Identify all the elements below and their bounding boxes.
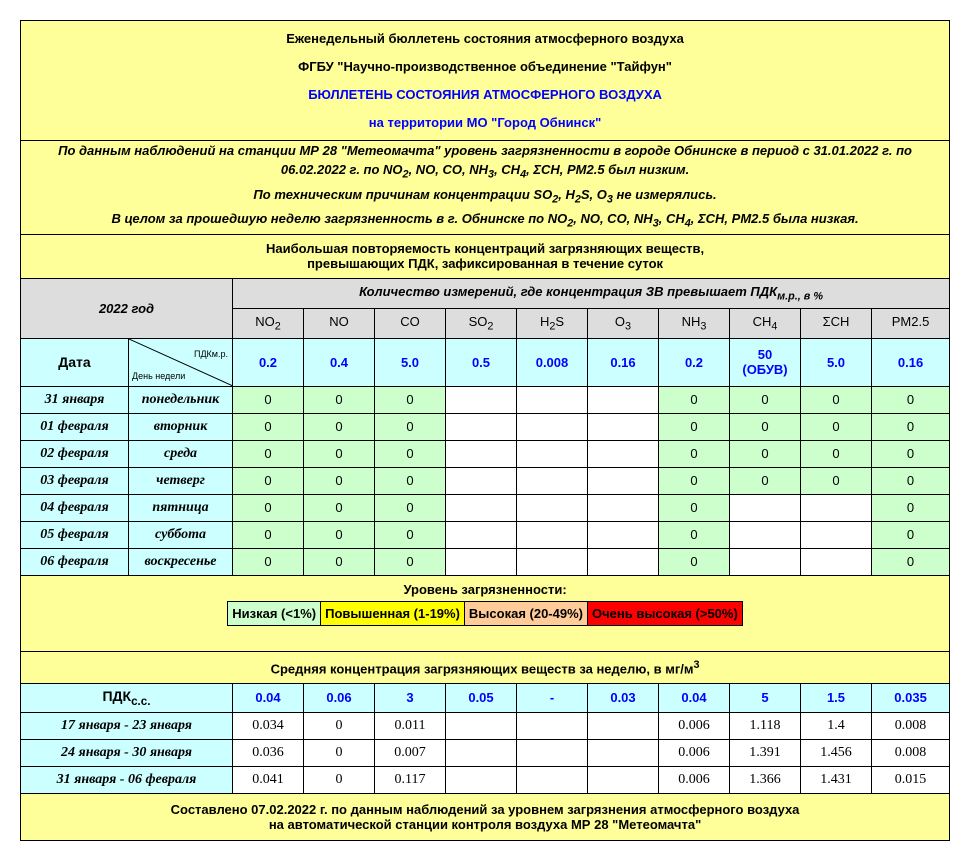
cell-value: 0 [233, 548, 304, 575]
cell-value [446, 766, 517, 793]
pollutant-header [304, 308, 375, 338]
row-date: 03 февраля [21, 467, 129, 494]
pollutant-sub: 4 [771, 320, 778, 333]
pollutant-sub: 3 [700, 320, 707, 333]
cell-value: 0.006 [659, 739, 730, 766]
pollutant-header [446, 308, 517, 338]
table-row [21, 521, 950, 548]
pollutant-header [517, 308, 588, 338]
pdk-value [517, 338, 588, 386]
table-row [21, 548, 950, 575]
cell-value [588, 766, 659, 793]
cell-value [446, 521, 517, 548]
legend-items [227, 601, 743, 626]
table-row [21, 739, 950, 766]
cell-value: 0 [233, 440, 304, 467]
row-weekday: пятница [129, 494, 233, 521]
cell-value: 0 [659, 440, 730, 467]
cell-value: 0 [304, 521, 375, 548]
cell-value: 0 [375, 548, 446, 575]
table1-caption: Количество измерений, где концентрация ЗВ превышает $ПДК_{м.р., в \%}$ [233, 278, 950, 308]
pdk-cc-value: 0.04 [233, 683, 304, 712]
cell-value [588, 467, 659, 494]
row-weekday: суббота [129, 521, 233, 548]
row-period: 24 января - 30 января [21, 739, 233, 766]
cell-value: 0 [375, 386, 446, 413]
pdk-value-text: 0.16 [897, 354, 924, 370]
row-date: 06 февраля [21, 548, 129, 575]
pdk-value [588, 338, 659, 386]
cell-value: 1.118 [730, 712, 801, 739]
pollutant-header [730, 308, 801, 338]
cell-value: 0 [304, 386, 375, 413]
cell-value: 0 [801, 467, 872, 494]
pollutant-name: CH [752, 313, 772, 329]
pdk-cc-value: - [517, 683, 588, 712]
pollutant-name: NO [329, 313, 349, 329]
cell-value: 0 [375, 467, 446, 494]
cell-value: 0 [304, 467, 375, 494]
pollutant-name: PM2.5 [891, 313, 930, 329]
summary-p1: По данным наблюдений на станции МР 28 "Метеомачта" уровень загрязненности в городе Обнинске в период с 31.01.2022 г. по 06.02.2022 г. по $NO_2$, NO, CO, $NH_3$, $CH_4$, ΣCH, PM2.5 был низким. [58, 143, 912, 181]
cell-value [517, 440, 588, 467]
row-date: 02 февраля [21, 440, 129, 467]
cell-value: 0 [375, 521, 446, 548]
cell-value [446, 739, 517, 766]
cell-value: 0 [304, 766, 375, 793]
bulletin-table [20, 20, 950, 841]
cell-value: 0 [872, 521, 950, 548]
summary [21, 141, 950, 235]
cell-value [588, 739, 659, 766]
cell-value: 0 [801, 386, 872, 413]
pdk-value [233, 338, 304, 386]
pollutant-post: S [555, 313, 565, 329]
cell-value: 0 [375, 440, 446, 467]
legend: Уровень загрязненности: Низкая (<1%) Повышенная (1-19%) Высокая (20-49%) Очень высокая (>50%) [21, 575, 950, 651]
cell-value: 1.366 [730, 766, 801, 793]
cell-value: 1.4 [801, 712, 872, 739]
cell-value [446, 440, 517, 467]
cell-value: 0 [659, 494, 730, 521]
pdk-cc-value: 0.04 [659, 683, 730, 712]
cell-value: 1.431 [801, 766, 872, 793]
cell-value: 0 [872, 413, 950, 440]
pdk-value [375, 338, 446, 386]
year-header: 2022 год [21, 278, 233, 338]
pdk-value-text: 0.5 [471, 354, 491, 370]
cell-value: 0 [233, 521, 304, 548]
cell-value: 0.015 [872, 766, 950, 793]
diagonal-header: ПДКм.р. День недели [129, 338, 233, 386]
cell-value [517, 386, 588, 413]
cell-value [801, 494, 872, 521]
pollutant-header [659, 308, 730, 338]
pollutant-header [588, 308, 659, 338]
cell-value: 0 [730, 440, 801, 467]
pollutant-header [872, 308, 950, 338]
summary-p2: По техническим причинам концентрации $SO_2$, $H_2S$, $O_3$ не измерялись. [253, 186, 717, 206]
pdk-value-text: 5.0 [400, 354, 420, 370]
header-line4: на территории МО "Город Обнинск" [368, 114, 602, 130]
cell-value: 0 [304, 548, 375, 575]
cell-value [446, 548, 517, 575]
table-row [21, 440, 950, 467]
table2-title: Средняя концентрация загрязняющих веществ за неделю, в $мг/м^3$ [21, 651, 950, 683]
cell-value: 0 [730, 413, 801, 440]
pdk-cc-value: 0.03 [588, 683, 659, 712]
legend-item: Повышенная (1-19%) [321, 602, 465, 625]
date-label: Дата [21, 338, 129, 386]
cell-value: 0.041 [233, 766, 304, 793]
cell-value: 1.391 [730, 739, 801, 766]
section1-title: Наибольшая повторяемость концентраций загрязняющих веществ, превышающих ПДК, зафиксированная в течение суток [21, 234, 950, 278]
cell-value [588, 521, 659, 548]
cell-value: 0 [375, 494, 446, 521]
cell-value [517, 521, 588, 548]
cell-value [801, 521, 872, 548]
cell-value: 0.008 [872, 712, 950, 739]
cell-value: 0 [659, 386, 730, 413]
cell-value: 0.036 [233, 739, 304, 766]
cell-value: 0 [730, 467, 801, 494]
cell-value [588, 386, 659, 413]
table-row [21, 467, 950, 494]
cell-value: 0 [801, 440, 872, 467]
header-line3: БЮЛЛЕТЕНЬ СОСТОЯНИЯ АТМОСФЕРНОГО ВОЗДУХА [308, 86, 662, 102]
table-row [21, 494, 950, 521]
cell-value: 0 [304, 712, 375, 739]
cell-value: 0.006 [659, 712, 730, 739]
cell-value [588, 548, 659, 575]
pdk-cc-label: $ПДК_{с.с.}$ [21, 683, 233, 712]
row-period: 17 января - 23 января [21, 712, 233, 739]
pollutant-name: NH [681, 313, 701, 329]
pollutant-sub: 2 [274, 320, 281, 333]
pollutant-sub: 2 [549, 320, 556, 333]
cell-value: 0 [659, 413, 730, 440]
pdk-value-text: 0.2 [258, 354, 278, 370]
summary-p3: В целом за прошедшую неделю загрязненность в г. Обнинске по $NO_2$, NO, CO, $NH_3$, $CH_4$, ΣCH, PM2.5 была низкая. [111, 211, 859, 230]
cell-value: 0.008 [872, 739, 950, 766]
row-weekday: понедельник [129, 386, 233, 413]
header-line2: ФГБУ "Научно-производственное объединение "Тайфун" [298, 58, 672, 74]
cell-value [446, 467, 517, 494]
cell-value [517, 494, 588, 521]
pdk-value [801, 338, 872, 386]
legend-item: Низкая (<1%) [228, 602, 321, 625]
cell-value [446, 386, 517, 413]
cell-value: 0 [304, 413, 375, 440]
bulletin [20, 20, 949, 841]
cell-value [517, 413, 588, 440]
cell-value [730, 521, 801, 548]
pollutant-header [375, 308, 446, 338]
cell-value [801, 548, 872, 575]
pollutant-name: ΣCH [822, 313, 850, 329]
pdk-value [446, 338, 517, 386]
cell-value: 0 [304, 440, 375, 467]
pdk-cc-value: 0.05 [446, 683, 517, 712]
cell-value: 0.117 [375, 766, 446, 793]
cell-value: 0 [304, 494, 375, 521]
cell-value: 0 [375, 413, 446, 440]
pdk-value [872, 338, 950, 386]
pdk-value-text: 50 (ОБУВ) [742, 347, 788, 378]
cell-value: 0.034 [233, 712, 304, 739]
cell-value: 0 [872, 440, 950, 467]
cell-value [730, 548, 801, 575]
cell-value [517, 467, 588, 494]
cell-value: 0 [659, 548, 730, 575]
cell-value [588, 712, 659, 739]
cell-value: 0 [659, 467, 730, 494]
cell-value: 0.006 [659, 766, 730, 793]
row-weekday: вторник [129, 413, 233, 440]
pollutant-sub: 2 [487, 320, 494, 333]
table-row [21, 712, 950, 739]
cell-value: 0 [872, 494, 950, 521]
legend-item: Высокая (20-49%) [465, 602, 588, 625]
pdk-value-text: 5.0 [826, 354, 846, 370]
pollutant-name: H [539, 313, 550, 329]
cell-value: 1.456 [801, 739, 872, 766]
row-date: 31 января [21, 386, 129, 413]
cell-value: 0 [872, 386, 950, 413]
pdk-value [659, 338, 730, 386]
row-period: 31 января - 06 февраля [21, 766, 233, 793]
cell-value [446, 712, 517, 739]
row-weekday: четверг [129, 467, 233, 494]
table-row [21, 766, 950, 793]
pollutant-header [233, 308, 304, 338]
cell-value: 0 [659, 521, 730, 548]
cell-value [446, 494, 517, 521]
table-row [21, 386, 950, 413]
cell-value [588, 494, 659, 521]
pdk-value-text: 0.2 [684, 354, 704, 370]
cell-value: 0 [233, 467, 304, 494]
pdk-value-text: 0.008 [535, 354, 569, 370]
cell-value: 0 [872, 548, 950, 575]
cell-value: 0 [730, 386, 801, 413]
pdk-value-text: 0.4 [329, 354, 349, 370]
pdk-cc-value: 1.5 [801, 683, 872, 712]
pollutant-header [801, 308, 872, 338]
pollutant-name: SO [468, 313, 488, 329]
cell-value [517, 739, 588, 766]
row-date: 04 февраля [21, 494, 129, 521]
pdk-cc-value: 5 [730, 683, 801, 712]
cell-value: 0 [233, 413, 304, 440]
cell-value [517, 712, 588, 739]
pollutant-name: O [614, 313, 626, 329]
row-date: 01 февраля [21, 413, 129, 440]
cell-value: 0 [233, 386, 304, 413]
cell-value: 0.007 [375, 739, 446, 766]
footer: Составлено 07.02.2022 г. по данным наблюдений за уровнем загрязнения атмосферного воздуха на автоматической станции контроля воздуха МР 28 "Метеомачта" [21, 793, 950, 840]
cell-value: 0 [304, 739, 375, 766]
pollutant-name: NO [255, 313, 275, 329]
cell-value [588, 413, 659, 440]
pollutant-sub: 3 [625, 320, 632, 333]
pdk-value-text: 0.16 [610, 354, 636, 370]
pollutant-name: CO [400, 313, 420, 329]
cell-value [730, 494, 801, 521]
row-weekday: воскресенье [129, 548, 233, 575]
cell-value [517, 548, 588, 575]
cell-value: 0 [801, 413, 872, 440]
pdk-value [730, 338, 801, 386]
pdk-cc-value: 0.035 [872, 683, 950, 712]
pdk-cc-value: 3 [375, 683, 446, 712]
pdk-cc-value: 0.06 [304, 683, 375, 712]
pdk-value [304, 338, 375, 386]
cell-value: 0.011 [375, 712, 446, 739]
cell-value: 0 [872, 467, 950, 494]
legend-item: Очень высокая (>50%) [588, 602, 742, 625]
row-weekday: среда [129, 440, 233, 467]
header [21, 21, 950, 141]
row-date: 05 февраля [21, 521, 129, 548]
cell-value [588, 440, 659, 467]
cell-value [517, 766, 588, 793]
cell-value: 0 [233, 494, 304, 521]
cell-value [446, 413, 517, 440]
table-row [21, 413, 950, 440]
header-line1: Еженедельный бюллетень состояния атмосферного воздуха [286, 30, 684, 46]
